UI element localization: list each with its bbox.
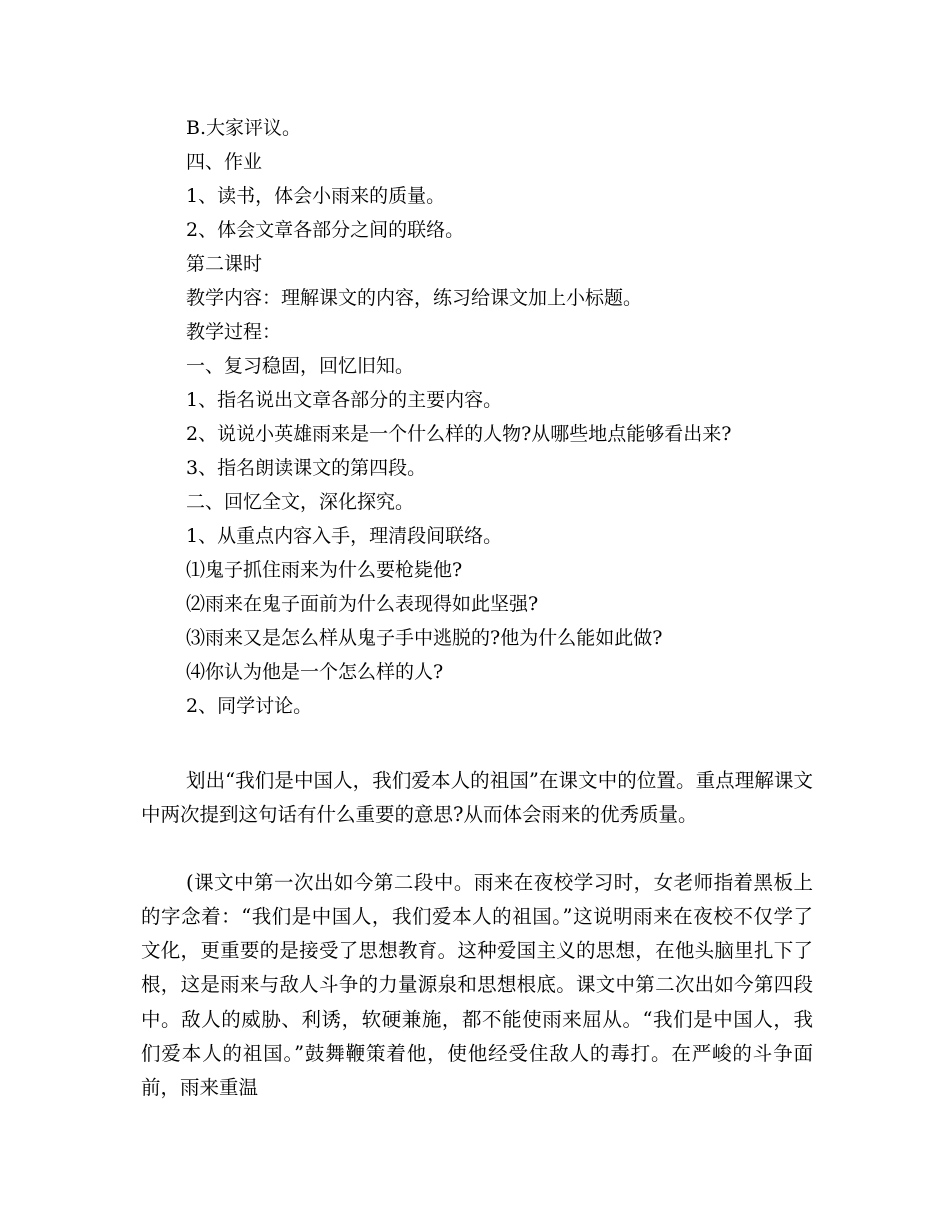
lesson-outline [186, 111, 866, 723]
lesson-heading: 第二课时 [186, 253, 263, 275]
teaching-process-heading: 教学过程： [186, 321, 282, 343]
outline-line: 1、指名说出文章各部分的主要内容。 [186, 389, 503, 411]
outline-line: 1、从重点内容入手，理清段间联络。 [186, 525, 503, 547]
outline-line: 2、同学讨论。 [186, 695, 313, 717]
section-heading-explore: 二、回忆全文，深化探究。 [186, 491, 415, 513]
outline-line: 3、指名朗读课文的第四段。 [186, 457, 427, 479]
outline-line: 1、读书，体会小雨来的质量。 [186, 185, 446, 207]
question-item: ⑴鬼子抓住雨来为什么要枪毙他? [186, 559, 463, 581]
body-paragraph: (课文中第一次出如今第二段中。雨来在夜校学习时，女老师指着黑板上的字念着：“我们是中国人，我们爱本人的祖国。”这说明雨来在夜校不仅学了文化，更重要的是接受了思想教育。这种爱国主义的思想，在他头脑里扎下了根，这是雨来与敌人斗争的力量源泉和思想根底。课文中第二次出如今第四段中。敌人的威胁、利诱，软硬兼施，都不能使雨来屈从。“我们是中国人，我们爱本人的祖国。”鼓舞鞭策着他，使他经受住敌人的毒打。在严峻的斗争面前，雨来重温 [141, 870, 813, 1100]
question-item: ⑵雨来在鬼子面前为什么表现得如此坚强? [186, 593, 539, 615]
outline-line: 2、说说小英雄雨来是一个什么样的人物?从哪些地点能够看出来? [186, 423, 732, 445]
body-paragraph: 划出“我们是中国人，我们爱本人的祖国”在课文中的位置。重点理解课文中两次提到这句话有什么重要的意思?从而体会雨来的优秀质量。 [141, 768, 813, 826]
teaching-content: 教学内容：理解课文的内容，练习给课文加上小标题。 [186, 287, 643, 309]
question-item: ⑶雨来又是怎么样从鬼子手中逃脱的?他为什么能如此做? [186, 627, 663, 649]
outline-line: B.大家评议。 [186, 117, 302, 139]
outline-line: 2、体会文章各部分之间的联络。 [186, 219, 465, 241]
question-item: ⑷你认为他是一个怎么样的人? [186, 661, 444, 683]
section-heading-homework: 四、作业 [186, 151, 263, 173]
section-heading-review: 一、复习稳固，回忆旧知。 [186, 355, 415, 377]
